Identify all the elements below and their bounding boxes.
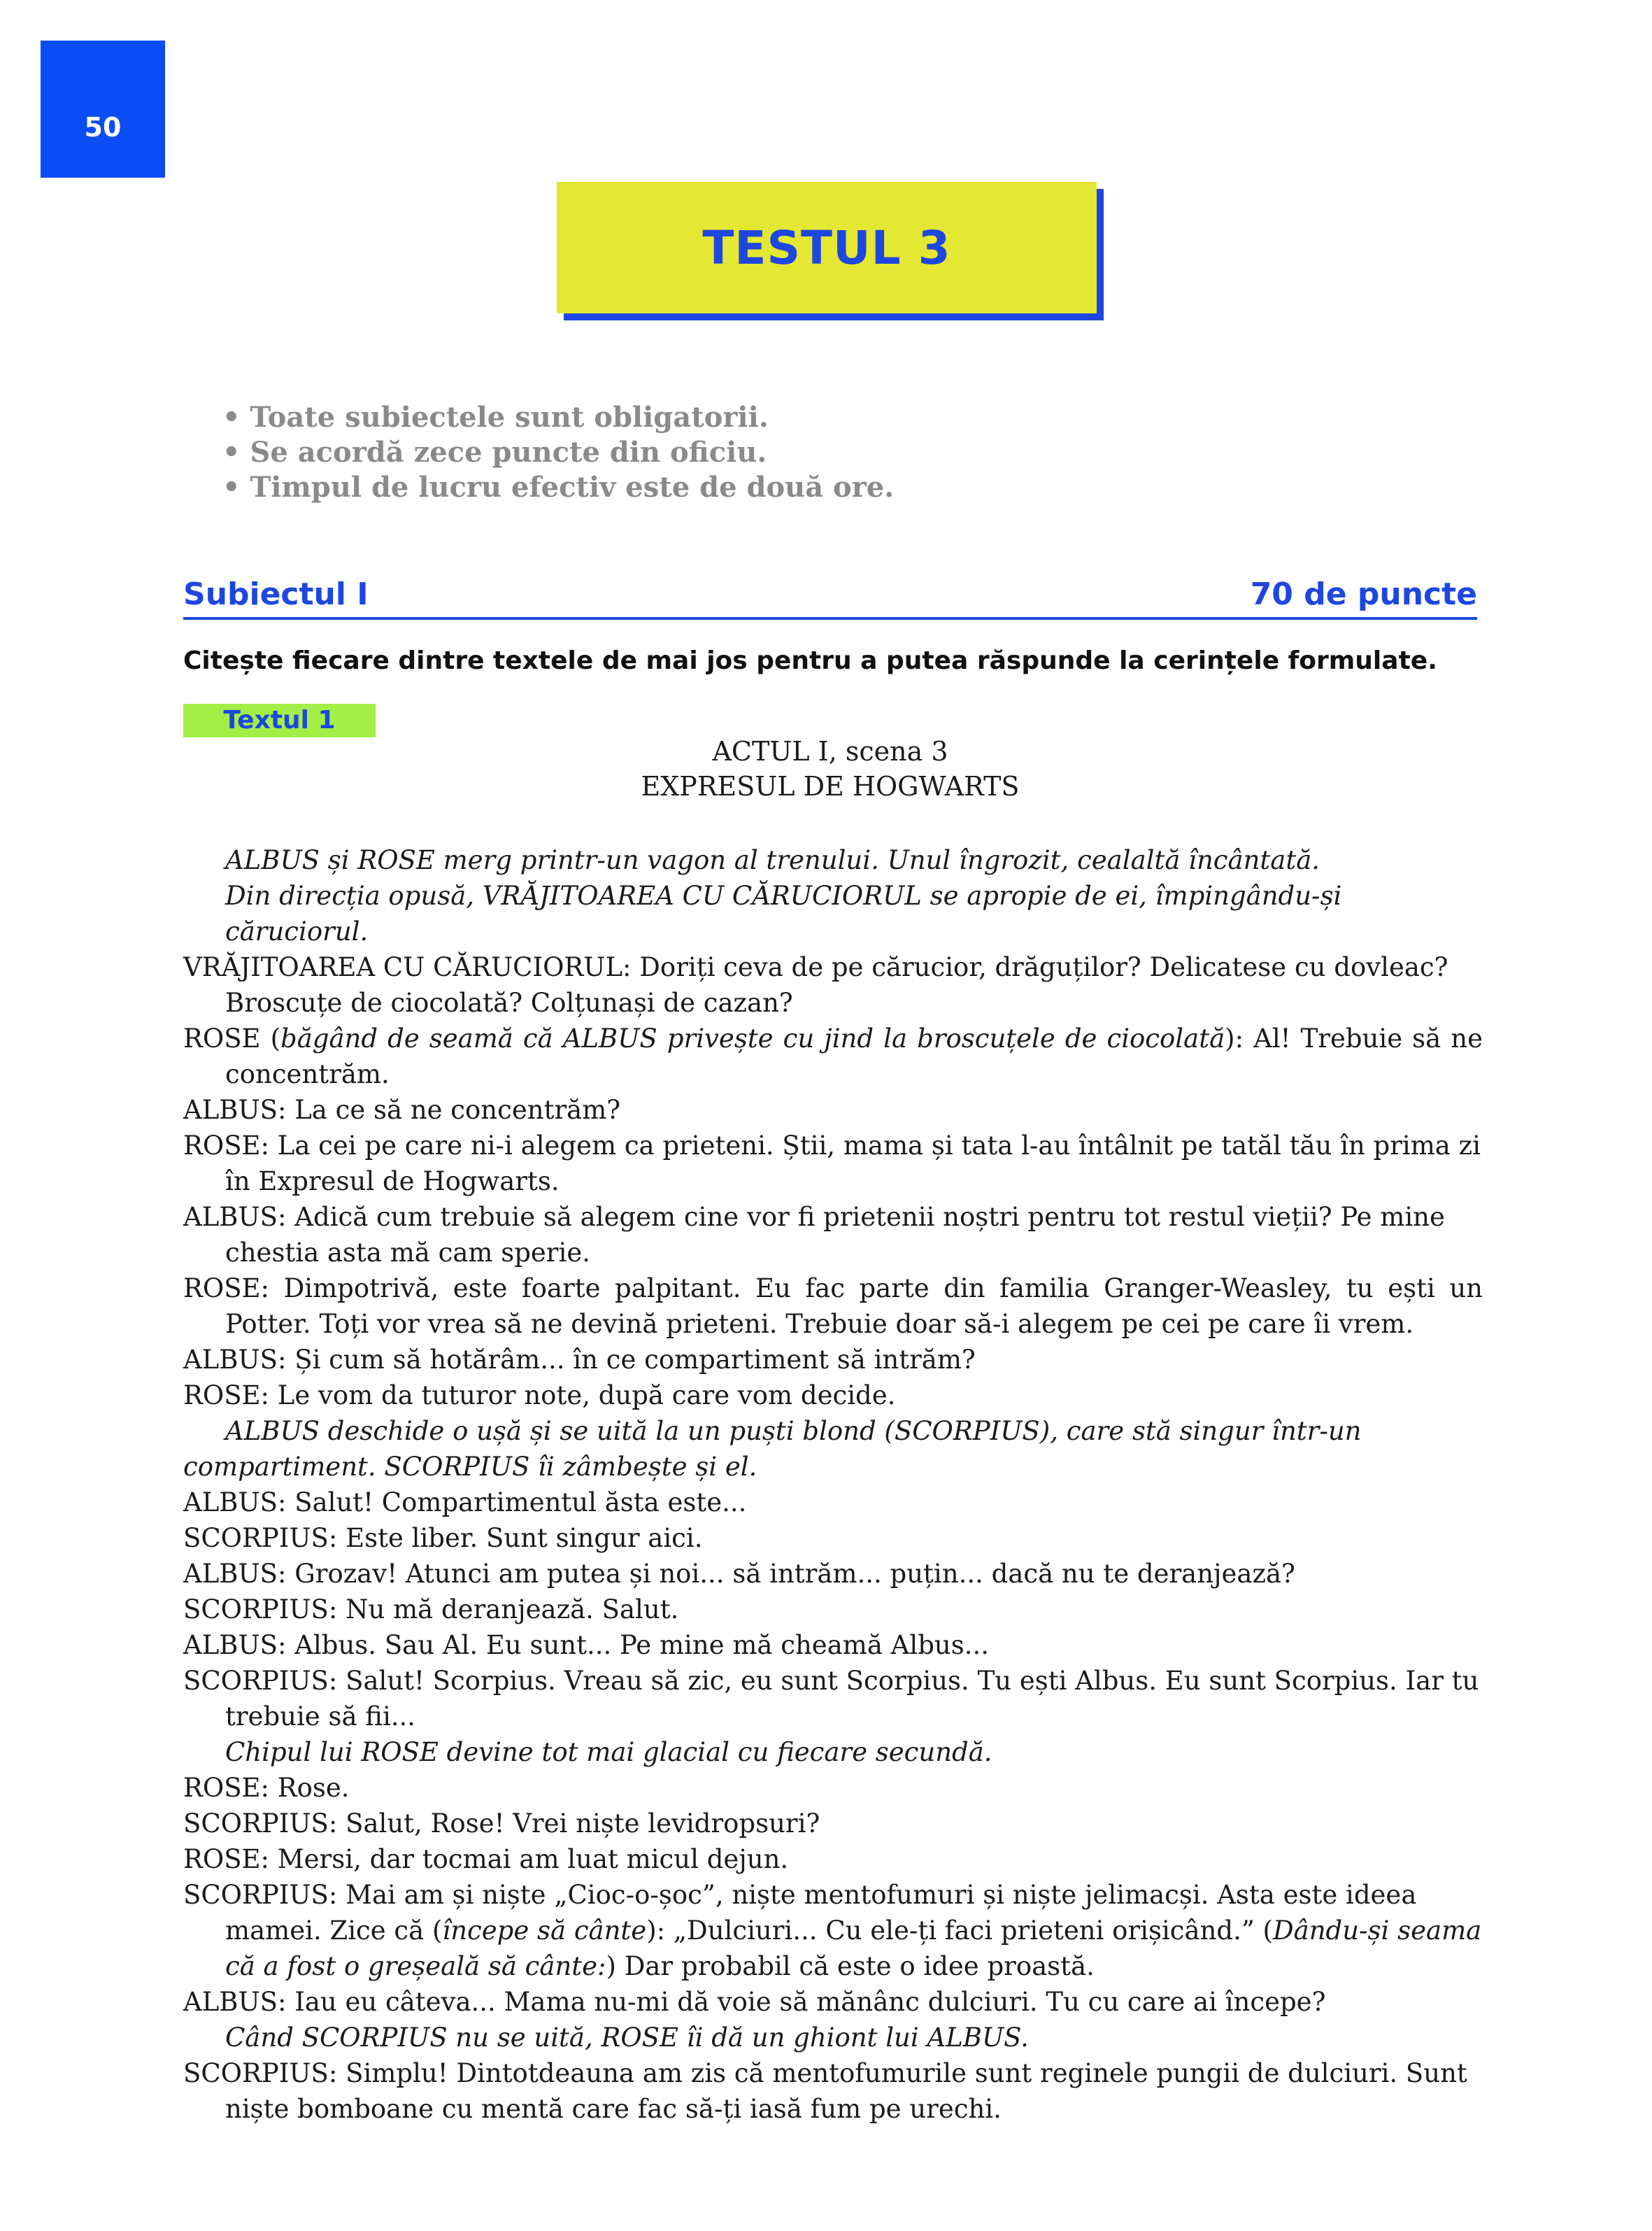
- page-number-box: [41, 41, 165, 178]
- subject-name: Subiectul I: [183, 576, 369, 612]
- dialogue-line: ROSE: Rose.: [183, 1773, 350, 1803]
- dialogue-line: SCORPIUS: Salut, Rose! Vrei niște levidropsuri?: [183, 1808, 820, 1839]
- rule-item: • Toate subiectele sunt obligatorii.: [222, 401, 769, 434]
- page-number: 50: [84, 112, 122, 143]
- rules-list: [222, 400, 894, 505]
- dialogue-line: ROSE: Mersi, dar tocmai am luat micul dejun.: [183, 1844, 789, 1874]
- dialogue-line: SCORPIUS: Este liber. Sunt singur aici.: [183, 1523, 703, 1553]
- scene-act: ACTUL I, scena 3: [712, 736, 948, 767]
- dialogue-line: ROSE: La cei pe care ni-i alegem ca prieteni. Știi, mama și tata l-au întâlnit pe tatăl tău în prima zi în Expresul de Hogwarts.: [183, 1131, 1481, 1196]
- inline-direction: începe să cânte: [442, 1915, 647, 1946]
- text-label-box: [183, 704, 376, 737]
- subject-points: 70 de puncte: [1250, 576, 1477, 612]
- dialogue-line: ALBUS: La ce să ne concentrăm?: [183, 1095, 621, 1125]
- dialogue-line: ALBUS: Iau eu câteva... Mama nu-mi dă voie să mănânc dulciuri. Tu cu care ai începe?: [183, 1987, 1326, 2017]
- dialogue-line: ALBUS: Adică cum trebuie să alegem cine vor fi prietenii noștri pentru tot restul vieții? Pe mine chestia asta mă cam sperie.: [183, 1202, 1445, 1268]
- dialogue-line: SCORPIUS: Nu mă deranjează. Salut.: [183, 1594, 679, 1624]
- dialogue-line: ALBUS: Grozav! Atunci am putea și noi... să intrăm... puțin... dacă nu te deranjează?: [183, 1559, 1295, 1589]
- stage-direction: ALBUS și ROSE merg printr-un vagon al trenului. Unul îngrozit, cealaltă încântată.: [225, 845, 1320, 875]
- inline-direction: băgând de seamă că ALBUS privește cu jind la broscuțele de ciocolată: [280, 1024, 1225, 1054]
- play-text: [183, 842, 1483, 2127]
- dialogue-line: SCORPIUS: Mai am și niște „Cioc-o-șoc”, niște mentofumuri și niște jelimacși. Asta este ideea mamei. Zice că (începe să cânte): „Dulciuri... Cu ele-ți faci prieteni orișicând.” (Dându-și seama că a fost o greșeală să cânte:) Dar probabil că este o idee proastă.: [183, 1880, 1482, 1981]
- instruction-text: Citește fiecare dintre textele de mai jos pentru a putea răspunde la cerințele formulate.: [183, 646, 1437, 675]
- stage-direction: Din direcția opusă, VRĂJITOAREA CU CĂRUCIORUL se apropie de ei, împingându-și căruciorul.: [225, 881, 1342, 947]
- stage-direction: Chipul lui ROSE devine tot mai glacial cu fiecare secundă.: [225, 1737, 992, 1767]
- dialogue-line: SCORPIUS: Salut! Scorpius. Vreau să zic, eu sunt Scorpius. Tu ești Albus. Eu sunt Scorpius. Iar tu trebuie să fii...: [183, 1666, 1479, 1731]
- stage-direction: ALBUS deschide o ușă și se uită la un puști blond (SCORPIUS), care stă singur într-un compartiment. SCORPIUS îi zâmbește și el.: [183, 1416, 1362, 1482]
- rule-item: • Timpul de lucru efectiv este de două ore.: [222, 471, 895, 504]
- page-title: TESTUL 3: [702, 220, 951, 275]
- dialogue-line: VRĂJITOAREA CU CĂRUCIORUL: Doriți ceva de pe cărucior, drăguților? Delicatese cu dovleac? Broscuțe de ciocolată? Colțunași de cazan?: [183, 952, 1448, 1018]
- title-box: [557, 182, 1097, 313]
- inline-direction: Dându-și seama că a fost o greșeală să cânte:: [225, 1915, 1482, 1981]
- dialogue-line: ALBUS: Salut! Compartimentul ăsta este...: [183, 1487, 747, 1517]
- dialogue-line: SCORPIUS: Simplu! Dintotdeauna am zis că mentofumurile sunt reginele pungii de dulciuri. Sunt niște bomboane cu mentă care fac să-ți iasă fum pe urechi.: [183, 2058, 1467, 2124]
- rule-item: • Se acordă zece puncte din oficiu.: [222, 436, 767, 469]
- text-label: Textul 1: [223, 706, 336, 735]
- dialogue-line: ROSE: Le vom da tuturor note, după care vom decide.: [183, 1380, 896, 1410]
- dialogue-line: ALBUS: Și cum să hotărâm... în ce compartiment să intrăm?: [183, 1345, 976, 1375]
- scene-place: EXPRESUL DE HOGWARTS: [641, 771, 1020, 802]
- dialogue-line: ROSE: Dimpotrivă, este foarte palpitant. Eu fac parte din familia Granger-Weasley, tu ești un Potter. Toți vor vrea să ne devină prieteni. Trebuie doar să-i alegem pe cei pe care îi vrem.: [183, 1273, 1483, 1339]
- subject-heading: [183, 572, 1477, 620]
- stage-direction: Când SCORPIUS nu se uită, ROSE îi dă un ghiont lui ALBUS.: [225, 2023, 1029, 2053]
- dialogue-line: ALBUS: Albus. Sau Al. Eu sunt... Pe mine mă cheamă Albus...: [183, 1630, 990, 1660]
- dialogue-line: ROSE (băgând de seamă că ALBUS privește cu jind la broscuțele de ciocolată): Al! Trebuie să ne concentrăm.: [183, 1024, 1483, 1089]
